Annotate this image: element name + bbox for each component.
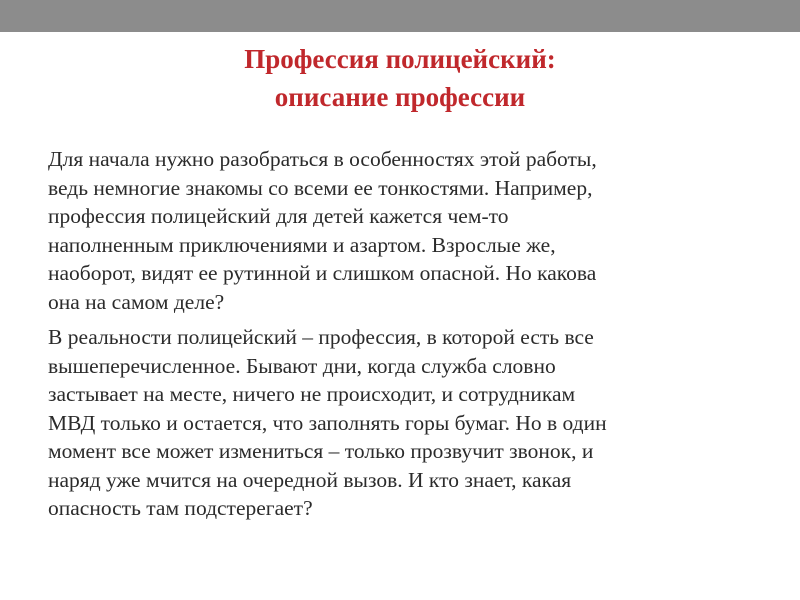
- text-line: наряд уже мчится на очередной вызов. И кто знает, какая: [48, 467, 572, 492]
- text-line: наоборот, видят ее рутинной и слишком опасной. Но какова: [48, 261, 597, 285]
- text-line: застывает на месте, ничего не происходит, и сотрудникам: [48, 382, 576, 406]
- text-line: В реальности полицейский – профессия, в которой есть все: [48, 325, 594, 349]
- paragraph-1: [48, 145, 768, 316]
- paragraph-2: [48, 323, 768, 523]
- text-line: момент все может измениться – только прозвучит звонок, и: [48, 439, 594, 463]
- text-line: профессия полицейский для детей кажется чем-то: [48, 204, 509, 228]
- text-line: она на самом деле?: [48, 289, 225, 314]
- text-line: ведь немногие знакомы со всеми ее тонкостями. Например,: [48, 175, 593, 200]
- text-line: опасность там подстерегает?: [48, 496, 313, 520]
- title-line: Профессия полицейский:: [244, 44, 556, 74]
- text-line: МВД только и остается, что заполнять горы бумаг. Но в один: [48, 410, 607, 435]
- text-line: Для начала нужно разобраться в особенностях этой работы,: [48, 147, 597, 171]
- slide-title: [0, 40, 800, 116]
- title-line: описание профессии: [274, 82, 526, 112]
- text-line: вышеперечисленное. Бывают дни, когда служба словно: [48, 353, 556, 378]
- top-bar: [0, 0, 800, 32]
- slide-body: [48, 145, 768, 530]
- text-line: наполненным приключениями и азартом. Взрослые же,: [48, 232, 556, 257]
